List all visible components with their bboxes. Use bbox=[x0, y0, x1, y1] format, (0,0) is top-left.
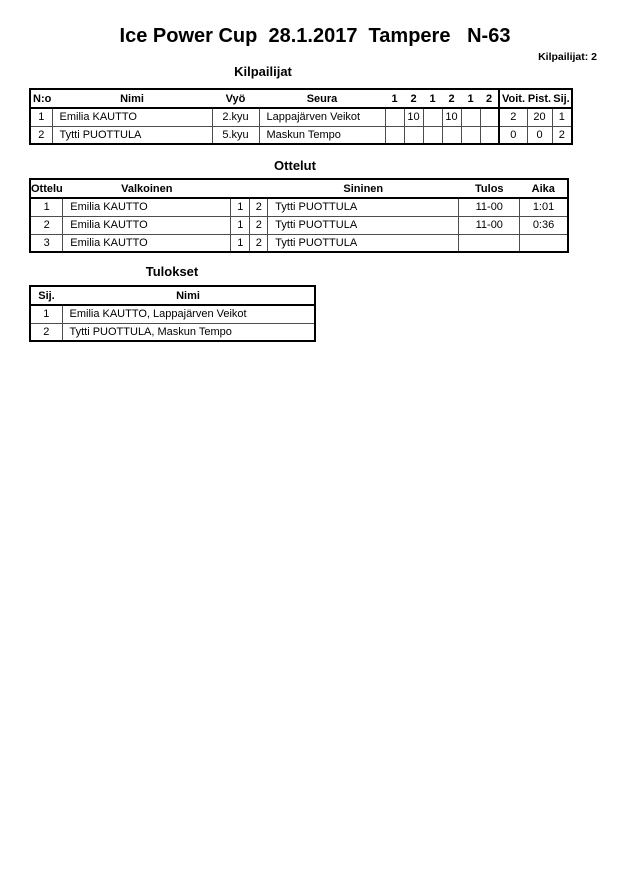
competitor-row bbox=[30, 126, 572, 144]
section-heading-tulokset: Tulokset bbox=[145, 264, 199, 279]
cell-aika: 0:36 bbox=[520, 216, 568, 234]
header-cell-vyo: Vyö bbox=[212, 89, 259, 108]
cell-tulos bbox=[459, 234, 520, 252]
cell-tulos: 11-00 bbox=[459, 216, 520, 234]
cell-seura: Maskun Tempo bbox=[259, 126, 385, 144]
cell-score-5 bbox=[461, 108, 480, 126]
cell-aika: 1:01 bbox=[520, 198, 568, 216]
header-cell-valkoinen: Valkoinen bbox=[63, 179, 231, 198]
cell-nimi: Emilia KAUTTO, Lappajärven Veikot bbox=[62, 305, 315, 323]
cell-white-name: Emilia KAUTTO bbox=[63, 198, 231, 216]
header-cell-sij: Sij. bbox=[30, 286, 62, 305]
cell-match-no: 2 bbox=[30, 216, 63, 234]
header-cell-nimi: Nimi bbox=[62, 286, 315, 305]
cell-sij: 1 bbox=[552, 108, 572, 126]
header-cell-pist: Pist. bbox=[527, 89, 552, 108]
cell-nimi: Tytti PUOTTULA, Maskun Tempo bbox=[62, 323, 315, 341]
cell-aika bbox=[520, 234, 568, 252]
cell-score-6 bbox=[480, 108, 499, 126]
cell-score-4 bbox=[442, 126, 461, 144]
cell-pist: 20 bbox=[527, 108, 552, 126]
cell-score-3 bbox=[423, 108, 442, 126]
cell-pist: 0 bbox=[527, 126, 552, 144]
match-row bbox=[30, 216, 568, 234]
section-heading-ottelut: Ottelut bbox=[274, 158, 316, 173]
cell-white-name: Emilia KAUTTO bbox=[63, 234, 231, 252]
cell-score-4: 10 bbox=[442, 108, 461, 126]
match-row bbox=[30, 198, 568, 216]
competitors-table bbox=[29, 88, 573, 145]
matches-table bbox=[29, 178, 569, 253]
cell-blue-num: 2 bbox=[250, 198, 268, 216]
cell-score-1 bbox=[385, 108, 404, 126]
cell-blue-name: Tytti PUOTTULA bbox=[268, 234, 459, 252]
cell-vyo: 5.kyu bbox=[212, 126, 259, 144]
cell-vyo: 2.kyu bbox=[212, 108, 259, 126]
cell-white-num: 1 bbox=[231, 216, 250, 234]
header-cell-score-4: 2 bbox=[442, 89, 461, 108]
header-cell-score-3: 1 bbox=[423, 89, 442, 108]
cell-blue-num: 2 bbox=[250, 216, 268, 234]
cell-score-1 bbox=[385, 126, 404, 144]
header-cell-sij: Sij. bbox=[552, 89, 572, 108]
table-header-row bbox=[30, 286, 315, 305]
competitor-count: Kilpailijat: 2 bbox=[538, 51, 597, 63]
competitor-row bbox=[30, 108, 572, 126]
cell-nimi: Emilia KAUTTO bbox=[52, 108, 212, 126]
cell-blue-name: Tytti PUOTTULA bbox=[268, 198, 459, 216]
cell-score-2 bbox=[404, 126, 423, 144]
cell-nimi: Tytti PUOTTULA bbox=[52, 126, 212, 144]
cell-white-name: Emilia KAUTTO bbox=[63, 216, 231, 234]
table-header-row bbox=[30, 179, 568, 198]
result-row bbox=[30, 305, 315, 323]
header-cell-nimi: Nimi bbox=[52, 89, 212, 108]
header-cell-white-num bbox=[231, 179, 250, 198]
header-cell-score-1: 1 bbox=[385, 89, 404, 108]
cell-sij: 1 bbox=[30, 305, 62, 323]
header-cell-tulos: Tulos bbox=[459, 179, 520, 198]
cell-score-5 bbox=[461, 126, 480, 144]
cell-blue-name: Tytti PUOTTULA bbox=[268, 216, 459, 234]
header-cell-aika: Aika bbox=[520, 179, 568, 198]
page-title: Ice Power Cup 28.1.2017 Tampere N-63 bbox=[119, 25, 511, 47]
header-cell-no: N:o bbox=[30, 89, 52, 108]
cell-voit: 0 bbox=[499, 126, 527, 144]
cell-white-num: 1 bbox=[231, 198, 250, 216]
cell-no: 2 bbox=[30, 126, 52, 144]
cell-sij: 2 bbox=[552, 126, 572, 144]
cell-score-6 bbox=[480, 126, 499, 144]
cell-score-2: 10 bbox=[404, 108, 423, 126]
header-cell-score-6: 2 bbox=[480, 89, 499, 108]
cell-sij: 2 bbox=[30, 323, 62, 341]
cell-match-no: 1 bbox=[30, 198, 63, 216]
cell-score-3 bbox=[423, 126, 442, 144]
section-heading-kilpailijat: Kilpailijat bbox=[234, 64, 292, 79]
header-cell-score-5: 1 bbox=[461, 89, 480, 108]
header-cell-sininen: Sininen bbox=[268, 179, 459, 198]
cell-blue-num: 2 bbox=[250, 234, 268, 252]
cell-no: 1 bbox=[30, 108, 52, 126]
table-header-row bbox=[30, 89, 572, 108]
header-cell-score-2: 2 bbox=[404, 89, 423, 108]
header-cell-blue-num bbox=[250, 179, 268, 198]
cell-white-num: 1 bbox=[231, 234, 250, 252]
header-cell-seura: Seura bbox=[259, 89, 385, 108]
cell-seura: Lappajärven Veikot bbox=[259, 108, 385, 126]
match-row bbox=[30, 234, 568, 252]
cell-voit: 2 bbox=[499, 108, 527, 126]
results-table bbox=[29, 285, 316, 342]
result-row bbox=[30, 323, 315, 341]
header-cell-voit: Voit. bbox=[499, 89, 527, 108]
cell-match-no: 3 bbox=[30, 234, 63, 252]
cell-tulos: 11-00 bbox=[459, 198, 520, 216]
header-cell-ottelu: Ottelu bbox=[30, 179, 63, 198]
